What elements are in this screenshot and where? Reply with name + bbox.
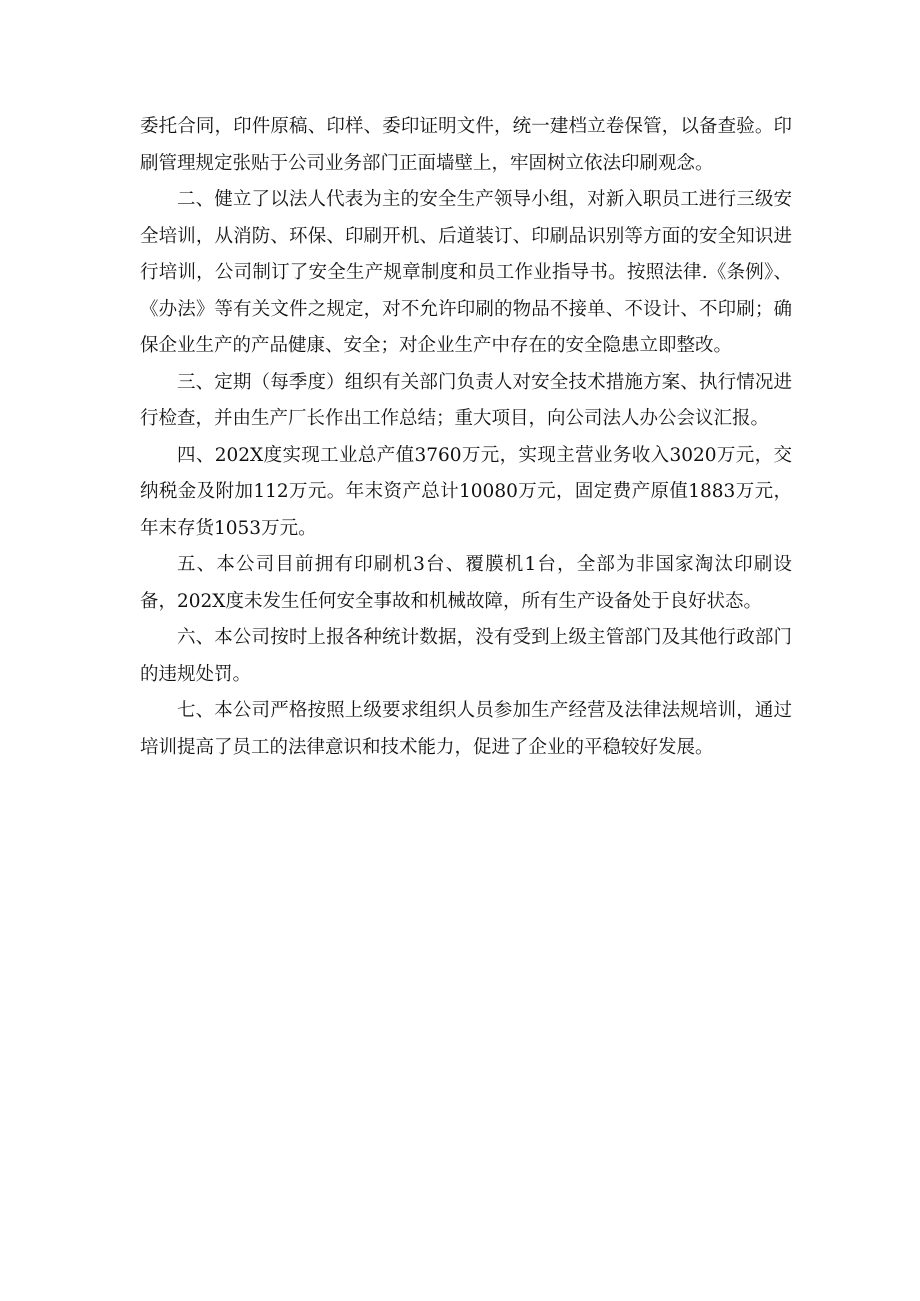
paragraph-item-4: 四、202X度实现工业总产值3760万元，实现主营业务收入3020万元，交纳税金及附加112万元。年末资产总计10080万元，固定费产原值1883万元，年末存货1053万元。 (140, 444, 792, 539)
paragraph-item-6: 六、本公司按时上报各种统计数据，没有受到上级主管部门及其他行政部门的违规处罚。 (140, 627, 792, 685)
paragraph-item-7: 七、本公司严格按照上级要求组织人员参加生产经营及法律法规培训，通过培训提高了员工的法律意识和技术能力，促进了企业的平稳较好发展。 (140, 700, 792, 758)
document-page (140, 109, 792, 766)
paragraph-item-3: 三、定期（每季度）组织有关部门负责人对安全技术措施方案、执行情况进行检查，并由生产厂长作出工作总结；重大项目，向公司法人办公会议汇报。 (140, 371, 792, 429)
paragraph-item-2: 二、健立了以法人代表为主的安全生产领导小组，对新入职员工进行三级安全培训，从消防、环保、印刷开机、后道装订、印刷品识别等方面的安全知识进行培训，公司制订了安全生产规章制度和员工作业指导书。按照法律.《条例》、《办法》等有关文件之规定，对不允许印刷的物品不接单、不设计、不印刷；确保企业生产的产品健康、安全；对企业生产中存在的安全隐患立即整改。 (140, 189, 792, 356)
paragraph-continued: 委托合同，印件原稿、印样、委印证明文件，统一建档立卷保管，以备查验。印刷管理规定张贴于公司业务部门正面墙壁上，牢固树立依法印刷观念。 (140, 116, 792, 174)
paragraph-item-5: 五、本公司目前拥有印刷机3台、覆膜机1台，全部为非国家淘汰印刷设备，202X度未发生任何安全事故和机械故障，所有生产设备处于良好状态。 (140, 554, 792, 612)
